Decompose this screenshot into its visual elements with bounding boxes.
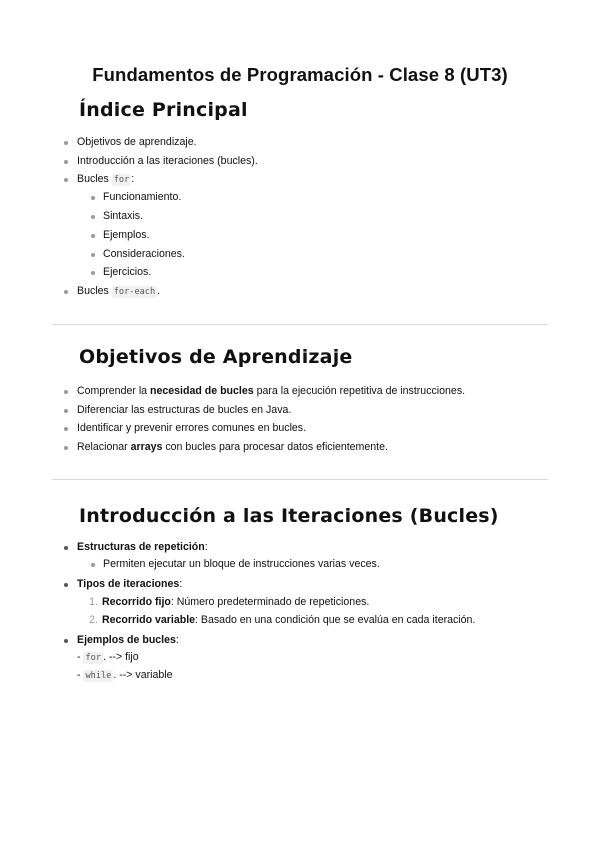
bullet-icon [64, 409, 68, 413]
bullet-icon [91, 234, 95, 238]
bullet-icon [91, 215, 95, 219]
objectives-heading: Objetivos de Aprendizaje [79, 346, 353, 368]
bullet-icon [91, 271, 95, 275]
bullet-icon [91, 196, 95, 200]
bullet-icon [91, 563, 95, 567]
bullet-icon [91, 253, 95, 257]
document-page: Fundamentos de Programación - Clase 8 (UT3) Índice Principal Objetivos de aprendizaje. Introducción a las iteraciones (bucles). Bucles for : Funcionamiento. Sintaxis. Ejemplos. Consideraciones. Ejercicios. Bucles for-each . Objetivos de Aprendizaje Comprender la necesidad de bucles para la ejecución repetitiva de instrucciones. Diferenciar las estructuras de bucles en Java. Identificar y prevenir errores comunes en bucles. Relacionar arrays con bucles para procesar datos eficientemente. Introducción a las Iteraciones (Bucles) Estructuras de repetición: Permiten ejecutar un bloque de instrucciones varias veces. Tipos de iteraciones: 1. Recorrido fijo: Número predeterminado de repeticiones. 2. Recorrido variable: Basado en una condición que se evalúa en cada iteración. Ejemplos de bucles: - for . --> fijo - while . --> variable [0, 0, 600, 848]
code-for: for [113, 175, 130, 185]
bullet-icon [64, 178, 68, 182]
bullet-icon [64, 639, 68, 643]
code-for: for [85, 653, 102, 663]
bullet-icon [64, 141, 68, 145]
example-line-for: - for . --> fijo [77, 651, 139, 663]
bullet-icon [64, 583, 68, 587]
bullet-icon [64, 290, 68, 294]
bullet-icon [64, 446, 68, 450]
document-title: Fundamentos de Programación - Clase 8 (UT3) [92, 64, 508, 85]
bullet-icon [64, 390, 68, 394]
bullet-icon [64, 160, 68, 164]
bullet-icon [64, 546, 68, 550]
section-divider [52, 324, 548, 325]
code-while: while [85, 671, 112, 681]
intro-heading: Introducción a las Iteraciones (Bucles) [79, 505, 499, 527]
section-divider [52, 479, 548, 480]
example-line-while: - while . --> variable [77, 669, 173, 681]
index-heading: Índice Principal [79, 99, 248, 121]
bullet-icon [64, 427, 68, 431]
code-for-each: for-each [113, 287, 156, 297]
